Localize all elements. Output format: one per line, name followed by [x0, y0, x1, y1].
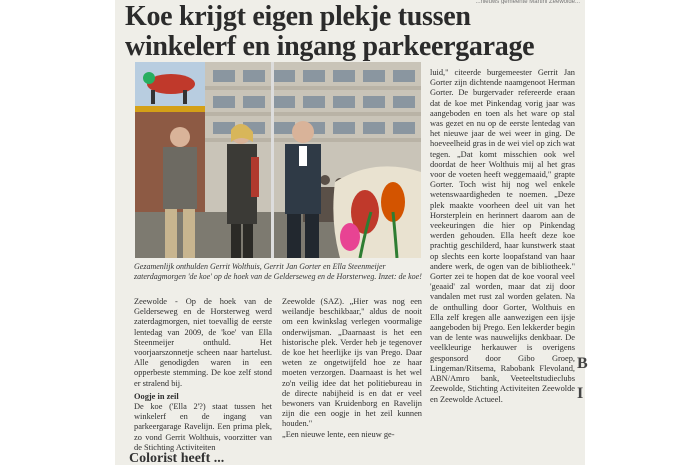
article-paragraph: Zeewolde (SAZ). „Hier was nog een weilandje beschikbaar," aldus de nooit om een kwinkslag verlegen voormalige onderwijsman. „Daarnaast is het een historische plek. Verder heb je tegenover de koe het heerlijke ijs van Prego. Daar weten ze ongetwijfeld hoe ze haar moeten verzorgen. Daarnaast is het wel zo'n veilig idee dat het politiebureau in de directe nabijheid is en dat er veel bewoners van Kruidenborg en Ravelijn zijn die een oogje in het zeil kunnen houden.": [282, 297, 422, 429]
article-paragraph: luid," citeerde burgemeester Gerrit Jan Gorter zijn dichtende naamgenoot Herman Gorter. De burgervader refereerde eraan dat de koe met Pinkendag vorig jaar was aangeboden en toen als het ware op stal was gezet en nu op de eerste lentedag van het nieuwe jaar de wei weer in ging. De hoeveelheid gras in de wei viel op zich wat tegen. „Dat komt misschien ook wel doordat de heer Wolthuis mij al het gras voor de voeten heeft weggemaaid," grapte Gorter. Toch wist hij nog wel enkele wetenswaardigheden te noemen. „Deze plek maakte voorheen deel uit van het Horsterplein en herinnert daarom aan de veekeuringen die hier op Pinkendag werden gehouden. Ella heeft deze koe prachtig geschilderd, haar kunstwerk staat op slechts een korte loopafstand van haar andere werk, de ogen van de bibliotheek." Gorter zei te hopen dat de koe vooral veel 'geaaid' zal worden, maar dat zij door vandalen met rust zal worden gelaten. Na de onthulling door Gorter, Wolthuis en Ella zelf kregen alle aanwezigen een ijsje aangeboden bij Prego. Een lekkerder begin van de lente was nauwelijks denkbaar. De veelkleurige herkauwer is overigens gesponsord door Gibo Groep, Lingeman/Ritsema, Rabobank Flevoland, ABN/Amro bank, Veeteeltstudieclubs Zeewolde, Stichting Activiteiten Zeewolde en Zeewolde Actueel.: [430, 68, 575, 404]
next-article-teaser: Colorist heeft ...: [129, 451, 225, 466]
article-paragraph: „Een nieuwe lente, een nieuw ge-: [282, 429, 395, 439]
cropped-column-letter: I: [577, 385, 584, 402]
article-column-3: [430, 68, 575, 405]
photo-caption: Gezamenlijk onthulden Gerrit Wolthuis, Gerrit Jan Gorter en Ella Steenmeijer zaterdagmorgen 'de koe' op de hoek van de Gelderseweg en de Horsterweg. Inzet: de koe!: [134, 262, 422, 281]
article-column-2: [282, 297, 422, 440]
article-paragraph: De koe ('Ella 2'?) staat tussen het winkelerf en de ingang van parkeergarage Ravelijn. Een prima plek, zo vond Gerrit Wolthuis, voorzitter van de Stichting Activiteiten: [134, 402, 272, 452]
newspaper-topline: ...nieuws gemeente Martini Zeewolde...: [475, 0, 580, 4]
article-headline: Koe krijgt eigen plekje tussen winkelerf en ingang parkeergarage: [125, 1, 535, 62]
article-paragraph: Zeewolde - Op de hoek van de Gelderseweg en de Horsterweg werd zaterdagmorgen, niet toevallig de eerste lentedag van 2009, de 'koe' van Ella Steenmeijer onthuld. Het voorjaarszonnetje scheen naar hartelust. Alle genodigden waren in een opperbeste stemming. De koe zelf stond er stralend bij.: [134, 297, 272, 388]
article-subheading: Oogje in zeil: [134, 391, 179, 401]
article-column-1: [134, 297, 272, 453]
article-photo: [135, 62, 421, 258]
cropped-column-letter: B: [577, 355, 588, 372]
